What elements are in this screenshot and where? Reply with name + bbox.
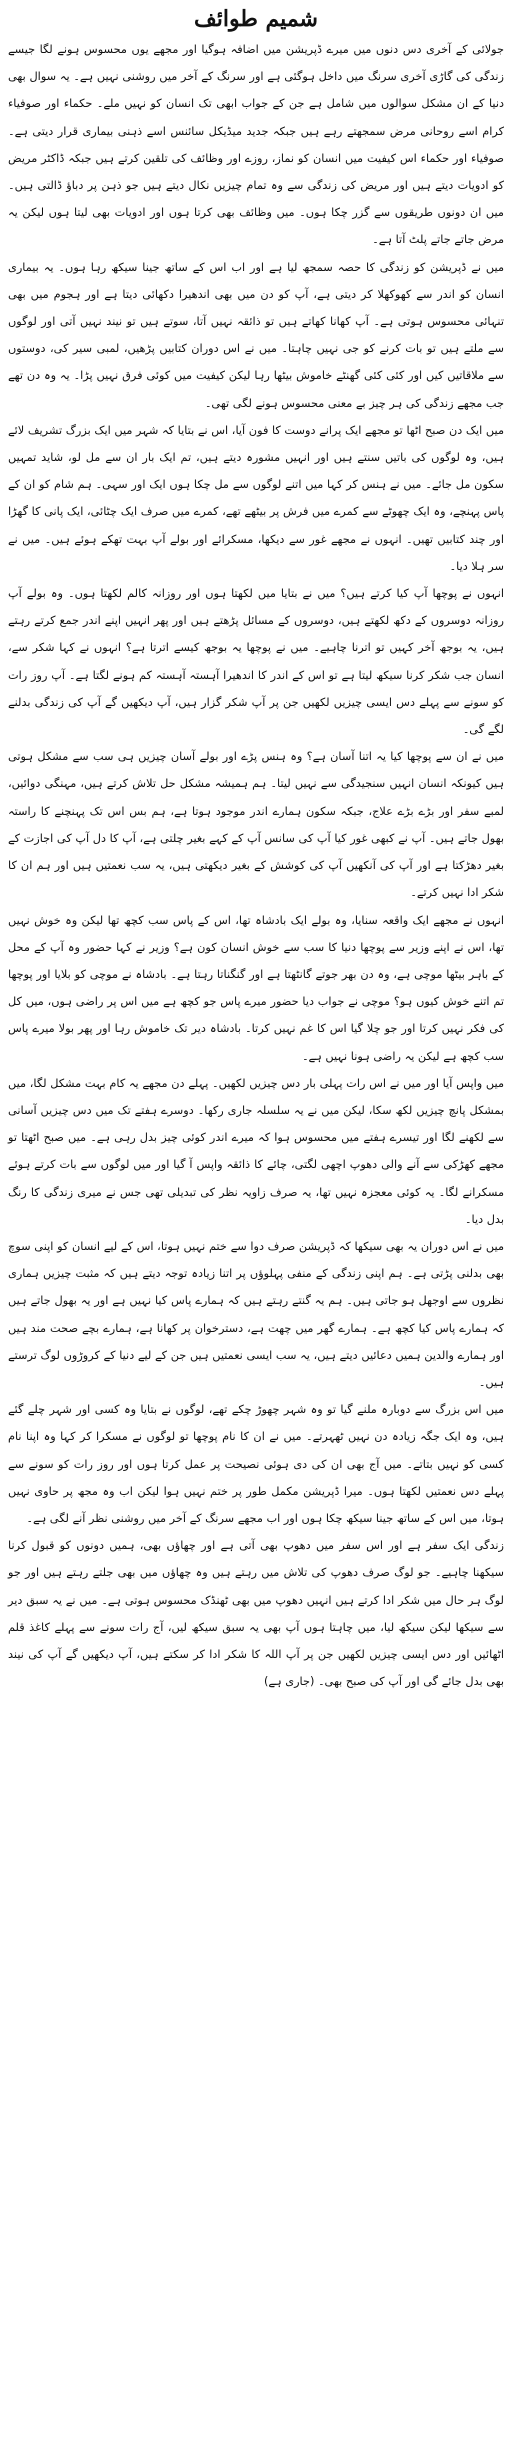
article-paragraph: میں واپس آیا اور میں نے اس رات پہلی بار دس چیزیں لکھیں۔ پہلے دن مجھے یہ کام بہت مشکل لگا، میں بمشکل پانچ چیزیں لکھ سکا، لیکن میں نے یہ سلسلہ جاری رکھا۔ دوسرے ہفتے تک میں دس چیزیں آسانی سے لکھنے لگا اور تیسرے ہفتے میں محسوس ہوا کہ میرے اندر کوئی چیز بدل رہی ہے۔ میں صبح اٹھتا تو مجھے کھڑکی سے آنے والی دھوپ اچھی لگتی، چائے کا ذائقہ واپس آ گیا اور میں لوگوں سے بات کرتے ہوئے مسکرانے لگا۔ یہ کوئی معجزہ نہیں تھا، یہ صرف زاویہ نظر کی تبدیلی تھی جس نے میری زندگی کا رنگ بدل دیا۔	[8, 1076, 504, 1226]
article-paragraph: زندگی ایک سفر ہے اور اس سفر میں دھوپ بھی آتی ہے اور چھاؤں بھی، ہمیں دونوں کو قبول کرنا سیکھنا چاہیے۔ جو لوگ صرف دھوپ کی تلاش میں رہتے ہیں وہ چھاؤں میں بھی جلتے رہتے ہیں اور جو لوگ ہر حال میں شکر ادا کرتے ہیں انہیں دھوپ میں بھی ٹھنڈک محسوس ہوتی ہے۔ میں نے یہ سبق دیر سے سیکھا لیکن سیکھ لیا، میں چاہتا ہوں آپ بھی یہ سبق سیکھ لیں، آج رات سونے سے پہلے کاغذ قلم اٹھائیں اور دس ایسی چیزیں لکھیں جن پر آپ اللہ کا شکر ادا کر سکتے ہیں، آپ دیکھیں گے آپ کی نیند بھی بدل جائے گی اور آپ کی صبح بھی۔ (جاری ہے)	[8, 1539, 504, 1689]
article-body	[8, 36, 504, 1695]
article-paragraph: انہوں نے مجھے ایک واقعہ سنایا، وہ بولے ایک بادشاہ تھا، اس کے پاس سب کچھ تھا لیکن وہ خوش نہیں تھا، اس نے اپنے وزیر سے پوچھا دنیا کا سب سے خوش انسان کون ہے؟ وزیر نے کہا حضور وہ آپ کے محل کے باہر بیٹھا موچی ہے، وہ دن بھر جوتے گانٹھتا ہے اور گنگناتا رہتا ہے۔ بادشاہ نے موچی کو بلایا اور پوچھا تم اتنے خوش کیوں ہو؟ موچی نے جواب دیا حضور میرے پاس جو کچھ ہے میں اس پر راضی ہوں، میں کل کی فکر نہیں کرتا اور جو چلا گیا اس کا غم نہیں کرتا۔ بادشاہ دیر تک خاموش رہا اور پھر بولا میرے پاس سب کچھ ہے لیکن یہ راضی ہونا نہیں ہے۔	[8, 913, 504, 1063]
article-paragraph: میں اس بزرگ سے دوبارہ ملنے گیا تو وہ شہر چھوڑ چکے تھے، لوگوں نے بتایا وہ کسی اور شہر چلے گئے ہیں، وہ ایک جگہ زیادہ دن نہیں ٹھہرتے۔ میں نے ان کا نام پوچھا تو لوگوں نے مسکرا کر کہا وہ اپنا نام کسی کو نہیں بتاتے۔ میں آج بھی ان کی دی ہوئی نصیحت پر عمل کرتا ہوں اور روز رات کو سونے سے پہلے دس نعمتیں لکھتا ہوں۔ میرا ڈپریشن مکمل طور پر ختم نہیں ہوا لیکن اب وہ مجھ پر حاوی نہیں ہوتا، میں اس کے ساتھ جینا سیکھ چکا ہوں اور اب مجھے سرنگ کے آخر میں روشنی نظر آنے لگی ہے۔	[8, 1403, 504, 1525]
article-paragraph: میں نے ڈپریشن کو زندگی کا حصہ سمجھ لیا ہے اور اب اس کے ساتھ جینا سیکھ رہا ہوں۔ یہ بیماری انسان کو اندر سے کھوکھلا کر دیتی ہے، آپ کو دن میں بھی اندھیرا دکھائی دیتا ہے اور ہجوم میں بھی تنہائی محسوس ہوتی ہے۔ آپ کھانا کھاتے ہیں تو ذائقہ نہیں آتا، سوتے ہیں تو نیند نہیں آتی اور لوگوں سے ملتے ہیں تو بات کرنے کو جی نہیں چاہتا۔ میں نے اس دوران کتابیں پڑھیں، لمبی سیر کی، دوستوں سے ملاقاتیں کیں اور کئی کئی گھنٹے خاموش بیٹھا رہا لیکن کیفیت میں کوئی فرق نہیں پڑا۔ یہ وہ دن تھے جب مجھے زندگی کی ہر چیز بے معنی محسوس ہونے لگی تھی۔	[8, 260, 504, 410]
article-paragraph: میں نے ان سے پوچھا کیا یہ اتنا آسان ہے؟ وہ ہنس پڑے اور بولے آسان چیزیں ہی سب سے مشکل ہوتی ہیں کیونکہ انسان انہیں سنجیدگی سے نہیں لیتا۔ ہم ہمیشہ مشکل حل تلاش کرتے ہیں، مہنگی دوائیں، لمبے سفر اور بڑے بڑے علاج، جبکہ سکون ہمارے اندر موجود ہوتا ہے، ہم بس اس تک پہنچنے کا راستہ بھول جاتے ہیں۔ آپ نے کبھی غور کیا آپ کی سانس آپ کے کہے بغیر چلتی ہے، آپ کا دل آپ کی اجازت کے بغیر دھڑکتا ہے اور آپ کی آنکھیں آپ کی کوشش کے بغیر دیکھتی ہیں، یہ سب نعمتیں ہیں اور ہم ان کا شکر ادا نہیں کرتے۔	[8, 750, 504, 900]
article-paragraph: میں ایک دن صبح اٹھا تو مجھے ایک پرانے دوست کا فون آیا، اس نے بتایا کہ شہر میں ایک بزرگ تشریف لائے ہیں، وہ لوگوں کی باتیں سنتے ہیں اور انہیں مشورہ دیتے ہیں، تم ایک بار ان سے مل لو، شاید تمہیں سکون مل جائے۔ میں نے ہنس کر کہا میں اتنے لوگوں سے مل چکا ہوں ایک اور سہی۔ ہم شام کو ان کے پاس پہنچے، وہ ایک چھوٹے سے کمرے میں فرش پر بیٹھے تھے، کمرے میں صرف ایک چٹائی، ایک پانی کا گھڑا اور چند کتابیں تھیں۔ انہوں نے مجھے غور سے دیکھا، مسکرائے اور بولے آپ بہت تھکے ہوئے ہیں۔ میں نے سر ہلا دیا۔	[8, 423, 504, 573]
article-paragraph: انہوں نے پوچھا آپ کیا کرتے ہیں؟ میں نے بتایا میں لکھتا ہوں اور روزانہ کالم لکھتا ہوں۔ وہ بولے آپ روزانہ دوسروں کے دکھ لکھتے ہیں، دوسروں کے مسائل پڑھتے ہیں اور پھر انہیں اپنے اندر جمع کرتے رہتے ہیں، یہ بوجھ آخر کہیں تو اترنا چاہیے۔ میں نے پوچھا یہ بوجھ کیسے اترتا ہے؟ انہوں نے کہا شکر سے، انسان جب شکر کرنا سیکھ لیتا ہے تو اس کے اندر کا اندھیرا آہستہ آہستہ کم ہونے لگتا ہے۔ آپ روز رات کو سونے سے پہلے دس ایسی چیزیں لکھیں جن پر آپ شکر گزار ہیں، آپ دیکھیں گے آپ کی زندگی بدلنے لگے گی۔	[8, 587, 504, 737]
article-paragraph: میں نے اس دوران یہ بھی سیکھا کہ ڈپریشن صرف دوا سے ختم نہیں ہوتا، اس کے لیے انسان کو اپنی سوچ بھی بدلنی پڑتی ہے۔ ہم اپنی زندگی کے منفی پہلوؤں پر اتنا زیادہ توجہ دیتے ہیں کہ مثبت چیزیں ہماری نظروں سے اوجھل ہو جاتی ہیں۔ ہم یہ گنتے رہتے ہیں کہ ہمارے پاس کیا نہیں ہے اور یہ بھول جاتے ہیں کہ ہمارے پاس کیا کچھ ہے۔ ہمارے گھر میں چھت ہے، دسترخوان پر کھانا ہے، ہمارے بچے صحت مند ہیں اور ہمارے والدین ہمیں دعائیں دیتے ہیں، یہ سب ایسی نعمتیں ہیں جن کے لیے دنیا کے کروڑوں لوگ ترستے ہیں۔	[8, 1239, 504, 1389]
article-title: شمیم طوائف	[194, 6, 318, 32]
article-paragraph: جولائی کے آخری دس دنوں میں میرے ڈپریشن میں اضافہ ہوگیا اور مجھے یوں محسوس ہونے لگا جیسے زندگی کی گاڑی آخری سرنگ میں داخل ہوگئی ہے اور سرنگ کے آخر میں روشنی نہیں ہے۔ یہ سوال بھی دنیا کے ان مشکل سوالوں میں شامل ہے جن کے جواب ابھی تک انسان کو نہیں ملے۔ حکماء اور صوفیاء کرام اسے روحانی مرض سمجھتے رہے ہیں جبکہ جدید میڈیکل سائنس اسے ذہنی بیماری قرار دیتی ہے۔ صوفیاء اور حکماء اس کیفیت میں انسان کو نماز، روزے اور وظائف کی تلقین کرتے ہیں جبکہ ڈاکٹر مریض کو ادویات دیتے ہیں اور مریض کی زندگی سے وہ تمام چیزیں نکال دیتے ہیں جو ذہن پر دباؤ ڈالتی ہیں۔ میں ان دونوں طریقوں سے گزر چکا ہوں۔ میں وظائف بھی کرتا ہوں اور ادویات بھی لیتا ہوں لیکن یہ مرض جاتے جاتے پلٹ آتا ہے۔	[8, 43, 504, 247]
